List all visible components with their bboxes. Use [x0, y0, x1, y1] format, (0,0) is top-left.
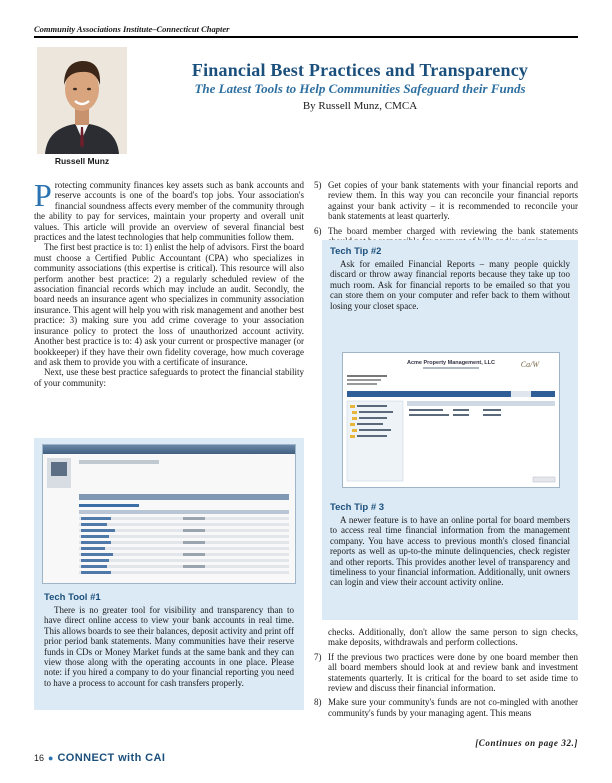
paragraph-intro [34, 177, 304, 243]
header-rule [34, 36, 578, 38]
portal-company-name: Acme Property Management, LLC [406, 360, 496, 366]
list-text: The board member charged with reviewing the bank statements [328, 225, 578, 236]
chapter-header: Community Associations Institute–Connecticut Chapter [34, 24, 230, 34]
tech-tip-2-title: Tech Tip #2 [330, 246, 382, 257]
article-subtitle: The Latest Tools to Help Communities Safeguard their Funds [194, 81, 526, 96]
page-number: 16 [34, 753, 45, 763]
intro-text: rotecting community finances key assets such as bank accounts and reserve accounts is one of the board's top jobs. Your association's financial soundness affects every member of the community through the ability to pay for services, maintain your property and overall unit values. This article will provide an overview of several financial best practices and the latest technologies that help communities follow them. [34, 180, 304, 243]
column-right-top [314, 180, 578, 246]
footer-brand: CONNECT with CAI [57, 752, 166, 764]
svg-text:Ca/W: Ca/W [520, 360, 539, 369]
list-text: Get copies of your bank statements with your financial reports and review them. In this way you can reconcile your financial reports against your bank activity – it is recommended to reconcile your bank statements at least quarterly. [328, 180, 578, 222]
article-byline: By Russell Munz, CMCA [302, 100, 418, 112]
page-footer [34, 752, 165, 764]
list-item-5 [314, 180, 578, 222]
list-number: 7) [314, 651, 322, 662]
tech-tool-1-text: There is no greater tool for visibility and transparency than to have direct online access to view your bank accounts in real time. This allows boards to see their balances, deposit activity and print off prior period bank statements. Many communities have their reserve funds in CDs or Money Market funds at the same bank and they can view those along with the operating accounts in one place. Please note: if you hired a company to do your financial reporting you need to have a process to account for cash transfers properly. [44, 605, 294, 688]
tech-tool-1-box [34, 438, 304, 710]
screenshot-titlebar [43, 445, 295, 454]
tech-tip-2-text: Ask for emailed Financial Reports – many people quickly discard or throw away financial reports because they take up too much room. Ask for financial reports to be emailed so that you can store them on your computer and refer back to them without losing your closet space. [330, 259, 570, 311]
list-number: 5) [314, 180, 322, 190]
screenshot-content [43, 454, 295, 583]
author-photo [37, 47, 127, 154]
footer-bullet-icon: ● [48, 753, 54, 763]
continued-note: [Continues on page 32.] [475, 738, 578, 748]
paragraph-next: Next, use these best practice safeguards to protect the financial stability of your community: [34, 367, 304, 388]
tech-tip-3-text: A newer feature is to have an online portal for board members to access real time financial information from the management company. You have access to previous month's closed financial reports as well as up-to-the minute delinquencies, check register and other reports. This provides another level of transparency and timeliness to your financial information. Additionally, unit owners can login and view their account activity online. [330, 515, 570, 588]
tech-tool-1-title: Tech Tool #1 [44, 592, 101, 603]
tech-tips-box [322, 240, 578, 620]
list-item-8 [314, 697, 578, 718]
list-text: If the previous two practices were done by one board member then all board members should look at and review bank and investment statements quarterly. It is critical for the board to set aside time to review and discuss their financial information. [328, 651, 578, 694]
photo-caption: Russell Munz [54, 156, 110, 166]
bank-account-screenshot [42, 444, 296, 584]
column-right-bottom [314, 627, 578, 718]
article-title: Financial Best Practices and Transparency [191, 60, 529, 80]
paragraph-checks: checks. Additionally, don't allow the same person to sign checks, make deposits, withdrawals and perform collections. [328, 627, 578, 648]
list-number: 8) [314, 697, 322, 708]
tech-tip-3-title: Tech Tip # 3 [330, 502, 385, 513]
column-left-body [34, 177, 304, 388]
portal-screenshot [342, 352, 560, 488]
list-number: 6) [314, 225, 322, 236]
drop-cap: P [34, 177, 52, 213]
paragraph-best-practices: The first best practice is to: 1) enlist the help of advisors. First the board must choose a Certified Public Accountant (CPA) who specializes in community associations (this expertise is critical). This resource will also perform another best practice: 2) a regularly scheduled review of the association financial records which may include an audit. Secondly, the board needs an insurance agent who specializes in community association insurance. This agent will help you with risk management and another best practice: 3) making sure you add crime coverage to your association insurance policy to protect the loss of unauthorized account activity. Another best practice is to: 4) ask your current or prospective manager (or bookkeeper) if they have their own fidelity coverage, how much coverage and ask them to provide you with a certificate of insurance. [34, 242, 304, 367]
list-item-7 [314, 652, 578, 694]
list-text: Make sure your community's funds are not co-mingled with another community's funds by your managing agent. This means [328, 697, 578, 718]
